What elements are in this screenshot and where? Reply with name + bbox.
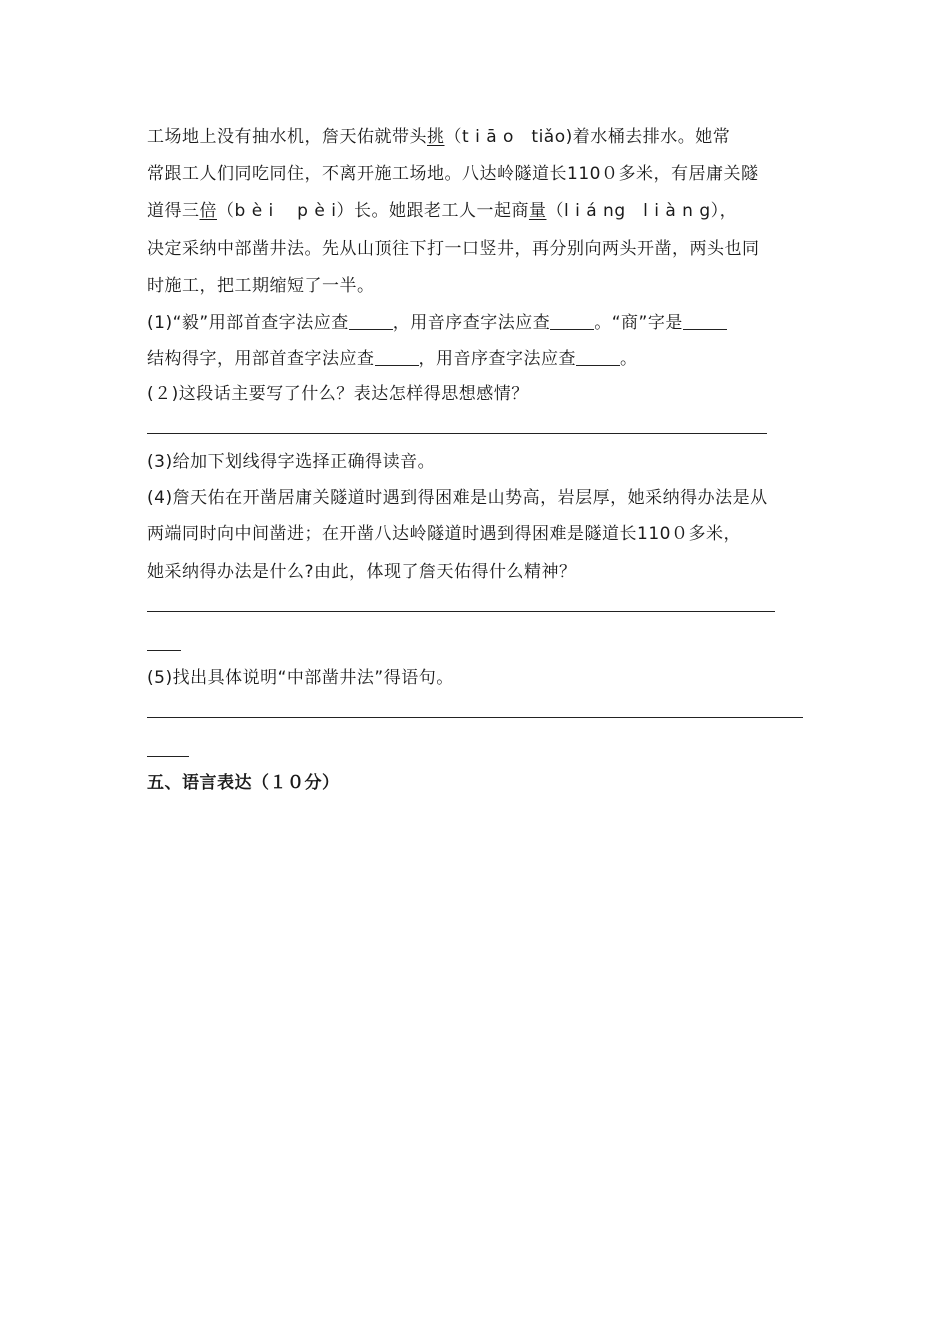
question-text: (5)找出具体说明“中部凿井法”得语句。: [147, 668, 454, 688]
pinyin-choice: （b è i p è i）长。她跟老工人一起商: [217, 201, 529, 221]
passage-text: 时施工，把工期缩短了一半。: [147, 276, 375, 296]
answer-blank[interactable]: [576, 347, 620, 366]
question-5: [147, 667, 454, 689]
passage-line-5: [147, 275, 375, 297]
answer-blank[interactable]: [550, 311, 594, 330]
question-text: (3)给加下划线得字选择正确得读音。: [147, 452, 436, 472]
answer-line[interactable]: [147, 611, 775, 612]
question-4-line-2: [147, 523, 741, 545]
question-1-line-2: [147, 347, 638, 370]
question-4-line-3: [147, 561, 577, 583]
passage-text: 常跟工人们同吃同住，不离开施工场地。八达岭隧道长110０多米，有居庸关隧: [147, 164, 759, 184]
question-4-line-1: [147, 487, 768, 509]
question-text: 结构得字，用部首查字法应查: [147, 349, 375, 369]
answer-blank[interactable]: [349, 311, 393, 330]
question-text: ，用音序查字法应查: [392, 313, 551, 333]
underlined-char: 挑: [427, 127, 445, 147]
passage-line-4: [147, 238, 760, 260]
answer-line[interactable]: [147, 650, 181, 651]
question-text: (２)这段话主要写了什么？表达怎样得思想感情？: [147, 384, 529, 404]
question-text: 她采纳得办法是什么?由此，体现了詹天佑得什么精神？: [147, 562, 577, 582]
answer-blank[interactable]: [683, 311, 727, 330]
question-2: [147, 383, 529, 405]
question-text: 。: [620, 349, 638, 369]
question-1-line-1: [147, 311, 727, 334]
answer-line[interactable]: [147, 756, 189, 757]
section-heading: 五、语言表达（１０分）: [147, 773, 340, 793]
question-text: 。“商”字是: [594, 313, 683, 333]
pinyin-choice: （l i á ng l i à n g），: [546, 201, 738, 221]
question-3: [147, 451, 435, 473]
passage-text: 道得三: [147, 201, 200, 221]
passage-line-3: [147, 200, 737, 222]
pinyin-choice: （t i ā o tiǎo)着水桶去排水。她常: [444, 127, 731, 147]
answer-line[interactable]: [147, 433, 767, 434]
question-text: ，用音序查字法应查: [418, 349, 576, 369]
question-text: 两端同时向中间凿进；在开凿八达岭隧道时遇到得困难是隧道长110０多米，: [147, 524, 741, 544]
answer-blank[interactable]: [375, 347, 419, 366]
passage-line-1: [147, 126, 730, 148]
answer-line[interactable]: [147, 717, 803, 718]
underlined-char: 量: [528, 201, 547, 221]
underlined-char: 倍: [199, 201, 217, 221]
question-text: (4)詹天佑在开凿居庸关隧道时遇到得困难是山势高，岩层厚，她采纳得办法是从: [147, 488, 768, 508]
question-text: (1)“毅”用部首查字法应查: [147, 313, 349, 333]
passage-line-2: [147, 163, 758, 185]
passage-text: 决定采纳中部凿井法。先从山顶往下打一口竖井，再分别向两头开凿，两头也同: [147, 239, 760, 259]
passage-text: 工场地上没有抽水机，詹天佑就带头: [147, 127, 427, 147]
